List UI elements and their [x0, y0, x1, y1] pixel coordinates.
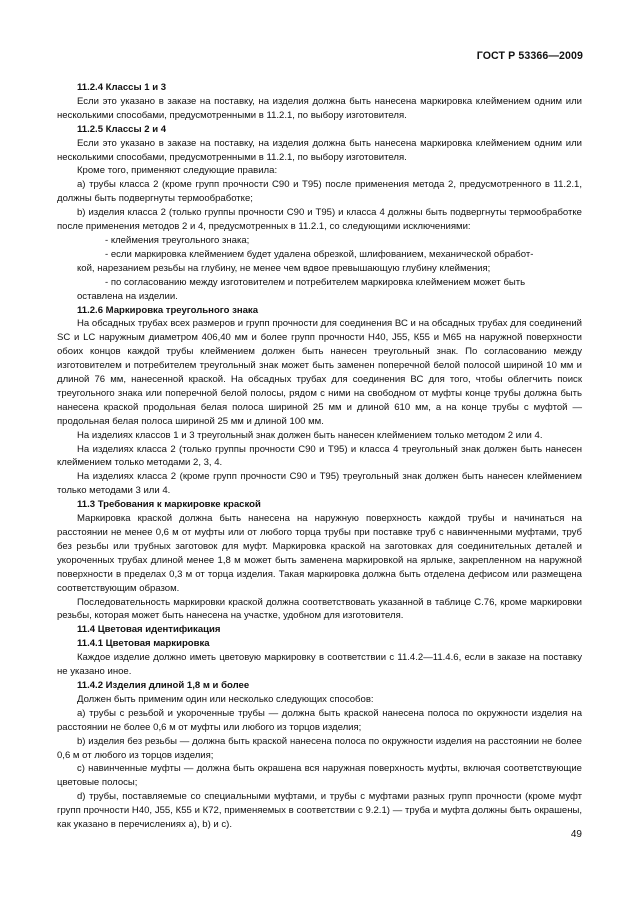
paragraph: d) трубы, поставляемые со специальными муфтами, и трубы с муфтами разных групп прочности (кроме муфт групп прочности Н40, J55, К55 и К72, применяемых в соответствии с 9.2.1) — труба и муфта должны быть окрашены, как указано в перечислениях а), b) и с).: [57, 791, 582, 831]
paragraph: кой, нарезанием резьбы на глубину, не менее чем вдвое превышающую глубину клеймения;: [77, 262, 491, 274]
paragraph: оставлена на изделии.: [77, 290, 178, 302]
paragraph: - если маркировка клеймением будет удалена обрезкой, шлифованием, механической обработ-: [105, 248, 534, 260]
section-heading: 11.4 Цветовая идентификация: [77, 624, 221, 636]
paragraph: Если это указано в заказе на поставку, на изделия должна быть нанесена маркировка клеймением одним или несколькими способами, предусмотренными в 11.2.1, по выбору изготовителя.: [57, 137, 582, 163]
paragraph: На изделиях класса 2 (кроме групп прочности С90 и Т95) треугольный знак должен быть нанесен клеймением только методами 3 или 4.: [57, 471, 582, 497]
document-body: [57, 81, 582, 832]
paragraph: Маркировка краской должна быть нанесена на наружную поверхность каждой трубы и начинаться на расстоянии не менее 0,6 м от муфты или от любого торца трубы при поставке труб с навинченными муфтами, труб без резьбы или трубных заготовок для муфт. Маркировка краской на заготовках для соединительных деталей и укороченных трубах длиной менее 1,8 м может быть заменена маркировкой на ярлыке, закрепленном на наружной поверхности в пределах 0,3 м от торца изделия. Такая маркировка должна быть отделена дефисом или размещена соответствующим образом.: [57, 513, 582, 594]
paragraph: - по согласованию между изготовителем и потребителем маркировка клеймением может быть: [105, 276, 526, 288]
paragraph: a) трубы с резьбой и укороченные трубы — должна быть краской нанесена полоса по окружности изделия на расстоянии не более 0,6 м от муфты или любого из торцов изделия;: [57, 707, 582, 733]
paragraph: Последовательность маркировки краской должна соответствовать указанной в таблице С.76, кроме маркировки резьбы, которая может быть нанесена на участке, удобном для изготовителя.: [57, 596, 582, 622]
paragraph: Должен быть применим один или несколько следующих способов:: [77, 693, 374, 705]
paragraph: b) изделия класса 2 (только группы прочности С90 и Т95) и класса 4 должны быть подвергнуты термообработке после применения методов 2 и 4, предусмотренных в 11.2.1, со следующими исключениями:: [57, 207, 582, 233]
section-heading: 11.4.2 Изделия длиной 1,8 м и более: [77, 679, 250, 691]
section-heading: 11.2.4 Классы 1 и 3: [77, 82, 167, 93]
paragraph: На обсадных трубах всех размеров и групп прочности для соединения ВС и на обсадных трубах для соединений SC и LC наружным диаметром 406,40 мм и более групп прочности Н40, J55, К55 и М65 на наружной поверхности обоих концов каждой трубы клеймением должен быть нанесен треугольный знак. По согласованию между изготовителем и потребителем треугольный знак может быть заменен поперечной белой полосой шириной 10 мм и длиной 76 мм, нанесенной краской. На обсадных трубах для соединения ВС для того, чтобы облегчить поиск треугольного знака или поперечной белой полосы, рядом с ними на свободном от муфты конце трубы должна быть нанесена краской продольная белая полоса шириной 25 мм и длиной 610 мм, а на конце трубы с муфтой — продольная белая полоса шириной 25 мм и длиной 100 мм.: [57, 318, 582, 427]
section-heading: 11.3 Требования к маркировке краской: [77, 499, 261, 511]
paragraph: Кроме того, применяют следующие правила:: [77, 165, 278, 177]
paragraph: Если это указано в заказе на поставку, на изделия должна быть нанесена маркировка клеймением одним или несколькими способами, предусмотренными в 11.2.1, по выбору изготовителя.: [57, 95, 582, 121]
paragraph: Каждое изделие должно иметь цветовую маркировку в соответствии с 11.4.2—11.4.6, если в заказе на поставку не указано иное.: [57, 652, 582, 678]
paragraph: На изделиях класса 2 (только группы прочности С90 и Т95) и класса 4 треугольный знак должен быть нанесен клеймением только методами 2, 3, 4.: [57, 443, 582, 469]
section-heading: 11.4.1 Цветовая маркировка: [77, 638, 210, 650]
section-heading: 11.2.6 Маркировка треугольного знака: [77, 304, 259, 316]
section-heading: 11.2.5 Классы 2 и 4: [77, 123, 167, 135]
paragraph: На изделиях классов 1 и 3 треугольный знак должен быть нанесен клеймением только методом 2 или 4.: [77, 429, 543, 441]
paragraph: - клеймения треугольного знака;: [105, 234, 250, 246]
paragraph: a) трубы класса 2 (кроме групп прочности С90 и Т95) после применения метода 2, предусмотренного в 11.2.1, должны быть подвергнуты термообработке;: [57, 179, 582, 205]
page-number: 49: [570, 829, 582, 840]
standard-code-header: ГОСТ Р 53366—2009: [476, 50, 583, 62]
paragraph: c) навинченные муфты — должна быть окрашена вся наружная поверхность муфты, включая соответствующие цветовые полосы;: [57, 763, 582, 789]
paragraph: b) изделия без резьбы — должна быть краской нанесена полоса по окружности изделия на расстоянии не более 0,6 м от любого из торцов изделия;: [57, 735, 582, 761]
